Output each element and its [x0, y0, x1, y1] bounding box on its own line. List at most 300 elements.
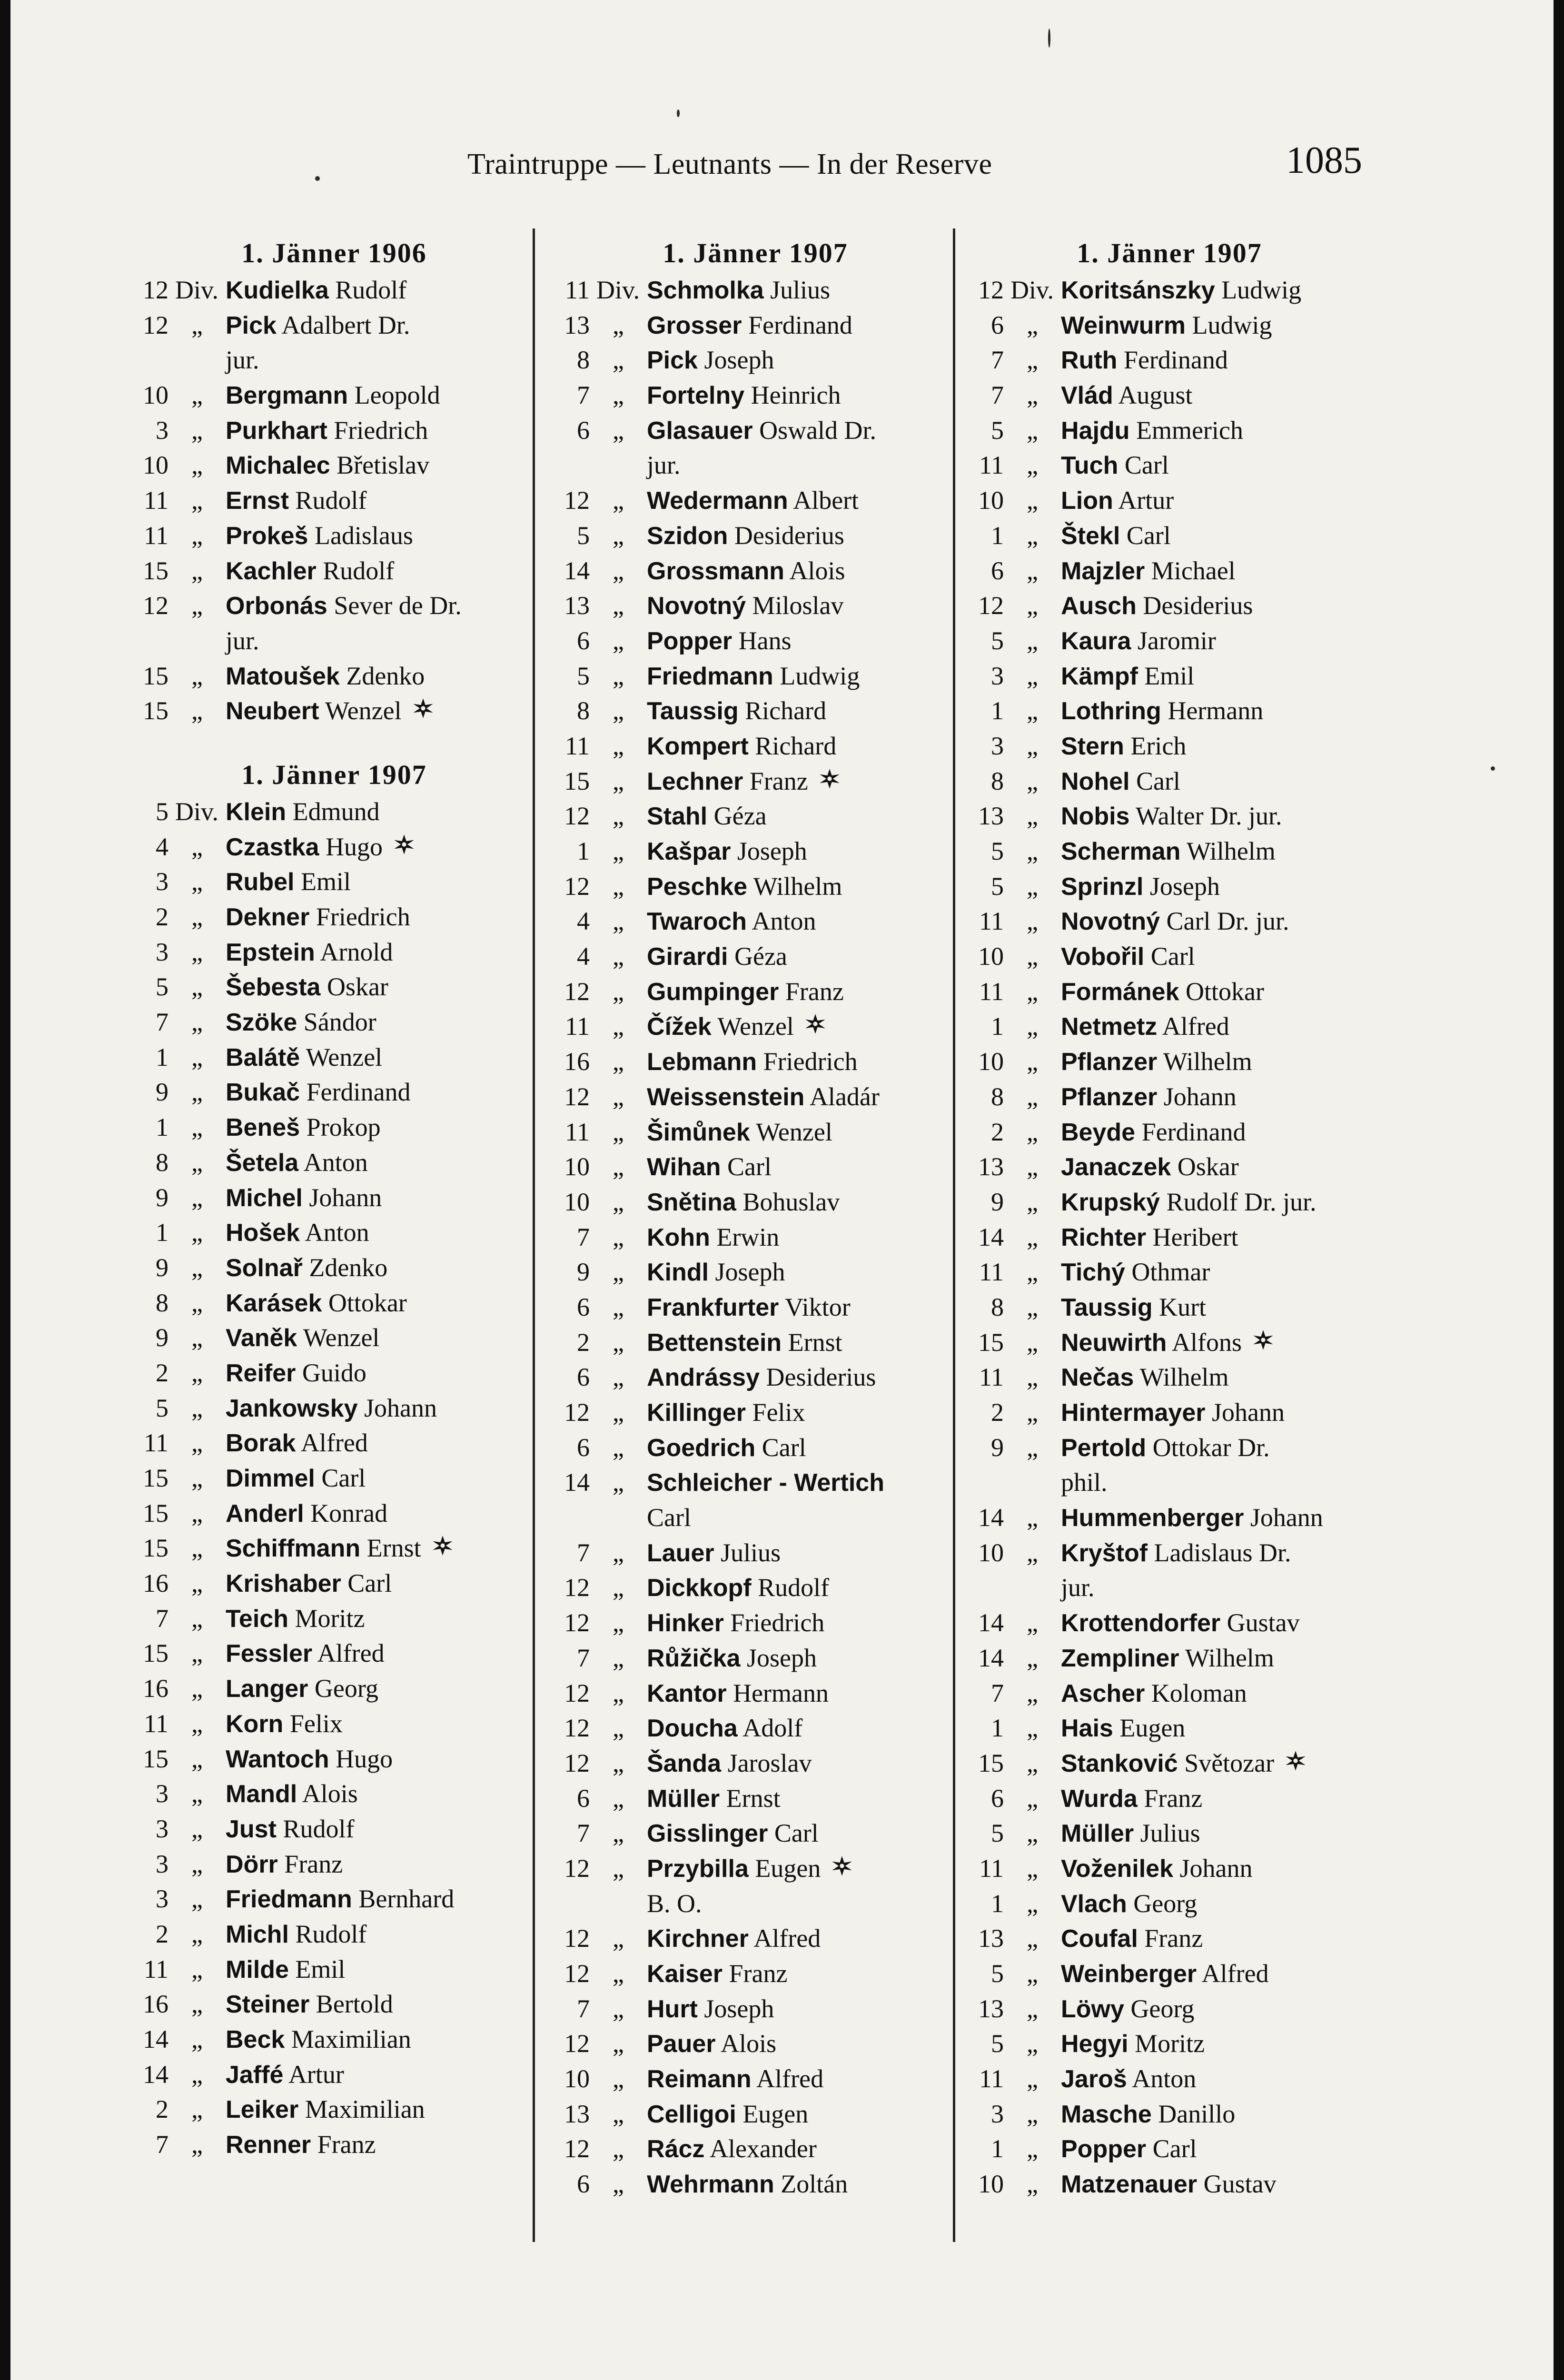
given-name: Alexander — [709, 2134, 817, 2163]
roster-entry — [546, 1851, 965, 1886]
regiment-number: 15 — [143, 1498, 168, 1527]
roster-entry — [125, 1145, 544, 1180]
given-name: Erich — [1130, 731, 1187, 760]
regiment-number: 7 — [577, 1994, 590, 2023]
ditto-mark: „ — [1027, 1117, 1038, 1146]
regiment-number: 12 — [564, 802, 590, 831]
ditto-mark: „ — [191, 1884, 203, 1914]
ditto-mark: „ — [613, 1433, 624, 1462]
cross-pattee-icon — [831, 1852, 853, 1887]
surname: Just — [226, 1815, 277, 1843]
ditto-mark: „ — [1027, 731, 1038, 760]
ditto-mark: „ — [191, 1428, 203, 1458]
roster-entry — [546, 694, 965, 729]
roster-entry — [960, 1150, 1379, 1185]
surname: Gisslinger — [647, 1820, 768, 1848]
roster-entry — [125, 970, 544, 1005]
roster-entry — [546, 1115, 965, 1150]
ditto-mark: „ — [613, 1538, 624, 1567]
ditto-mark: „ — [1027, 1012, 1038, 1041]
ditto-mark: „ — [1027, 1503, 1038, 1532]
regiment-number: 3 — [991, 2099, 1004, 2128]
roster-entry — [125, 1776, 544, 1812]
roster-entry — [546, 2097, 965, 2132]
ditto-mark: „ — [191, 1990, 203, 2019]
regiment-number: 11 — [979, 977, 1004, 1006]
given-name: Maximilian — [291, 2025, 411, 2053]
regiment-number: 9 — [156, 1253, 168, 1282]
regiment-number: 13 — [564, 591, 590, 620]
regiment-number: 13 — [978, 1924, 1004, 1953]
given-name: Oskar — [327, 972, 388, 1002]
roster-entry — [960, 694, 1379, 729]
given-name: Moritz — [295, 1604, 365, 1633]
regiment-number: 2 — [577, 1328, 590, 1357]
regiment-number: 9 — [577, 1258, 590, 1287]
given-name: Alfred — [300, 1428, 368, 1458]
surname: Pflanzer — [1061, 1048, 1158, 1076]
ditto-mark: „ — [1027, 661, 1038, 690]
ditto-mark: „ — [191, 937, 203, 966]
surname: Lion — [1061, 487, 1113, 515]
surname: Stern — [1061, 732, 1124, 760]
surname: Mandl — [226, 1780, 297, 1808]
roster-entry — [960, 273, 1379, 308]
given-name: Alois — [302, 1779, 358, 1808]
surname: Orbonás — [226, 592, 327, 620]
given-name: Johann — [1211, 1398, 1285, 1427]
surname: Andrássy — [647, 1364, 760, 1392]
regiment-number: 11 — [979, 907, 1004, 936]
given-name: Michael — [1151, 556, 1236, 585]
surname: Šanda — [647, 1749, 722, 1777]
given-name: Hugo — [336, 1744, 393, 1773]
ditto-mark: „ — [191, 591, 203, 620]
roster-entry — [125, 1847, 544, 1882]
surname: Matoušek — [226, 662, 340, 690]
ditto-mark: „ — [613, 1608, 624, 1637]
roster-entry — [125, 794, 544, 830]
roster-entry — [125, 413, 544, 448]
ditto-mark: „ — [613, 626, 624, 655]
ditto-mark: „ — [613, 1678, 624, 1707]
given-name: Wilhelm — [1186, 837, 1276, 865]
regiment-number: 8 — [991, 766, 1004, 795]
surname: Czastka — [226, 833, 319, 861]
regiment-number: 7 — [991, 1678, 1004, 1707]
roster-entry — [960, 2097, 1379, 2132]
given-name: Johann — [1250, 1503, 1323, 1532]
scan-border-right — [1554, 0, 1564, 2380]
given-name: Ernst — [788, 1328, 842, 1357]
ditto-mark: „ — [1027, 1608, 1038, 1637]
ditto-mark: „ — [191, 1498, 203, 1527]
ditto-mark: „ — [613, 521, 624, 550]
regiment-number: 7 — [991, 346, 1004, 375]
given-name: Albert — [793, 486, 859, 515]
regiment-number: 11 — [979, 451, 1004, 480]
roster-entry — [546, 1185, 965, 1220]
ditto-mark: „ — [191, 1604, 203, 1633]
surname: Teich — [226, 1605, 288, 1633]
regiment-number: 16 — [143, 1569, 168, 1598]
surname: Růžička — [647, 1644, 741, 1672]
surname: Novotný — [647, 592, 746, 620]
roster-entry — [125, 900, 544, 935]
roster-entry — [125, 1180, 544, 1216]
regiment-number: 14 — [143, 2025, 168, 2053]
given-name: Leopold — [354, 381, 440, 410]
given-name: Anton — [1132, 2064, 1197, 2093]
roster-entry — [960, 413, 1379, 448]
roster-entry — [125, 1110, 544, 1145]
regiment-number: 12 — [978, 276, 1004, 304]
surname: Weinberger — [1061, 1960, 1197, 1988]
surname: Löwy — [1061, 1995, 1124, 2023]
roster-entry — [960, 1711, 1379, 1746]
given-name: Carl — [1136, 766, 1180, 795]
ditto-mark: „ — [1027, 1538, 1038, 1567]
surname: Beck — [226, 2026, 285, 2053]
ditto-mark: „ — [613, 1643, 624, 1672]
roster-entry — [125, 1812, 544, 1847]
ditto-mark: „ — [191, 972, 203, 1002]
ditto-mark: „ — [1027, 1678, 1038, 1707]
roster-entry — [125, 1005, 544, 1040]
given-name: Gustav — [1203, 2170, 1277, 2199]
ditto-mark: „ — [613, 346, 624, 375]
given-name: Richard — [745, 696, 827, 725]
regiment-number: 1 — [156, 1113, 168, 1142]
roster-entry — [125, 1215, 544, 1250]
given-name: Alois — [789, 556, 845, 585]
regiment-number: 9 — [156, 1078, 168, 1107]
ditto-mark: „ — [613, 1082, 624, 1111]
surname: Kirchner — [647, 1925, 749, 1953]
regiment-number: 12 — [564, 1714, 590, 1743]
regiment-number: 5 — [991, 837, 1004, 865]
regiment-number: 3 — [156, 416, 168, 445]
given-name: Joseph — [1149, 872, 1220, 901]
regiment-number: 1 — [991, 1889, 1004, 1918]
surname: Nečas — [1061, 1364, 1134, 1392]
ditto-mark: „ — [1027, 942, 1038, 971]
given-name: Carl — [347, 1569, 392, 1598]
roster-entry — [960, 624, 1379, 659]
section-heading: 1. Jänner 1907 — [1077, 238, 1262, 268]
given-name: Desiderius — [1143, 591, 1253, 620]
regiment-number: 6 — [577, 1292, 590, 1321]
surname: Kämpf — [1061, 662, 1138, 690]
surname: Milde — [226, 1955, 289, 1983]
regiment-number: 5 — [991, 2029, 1004, 2058]
given-name: Prokop — [306, 1113, 381, 1142]
ditto-mark: „ — [613, 1959, 624, 1988]
roster-entry — [546, 1956, 965, 1992]
ditto-mark: „ — [191, 1288, 203, 1317]
given-name: Ferdinand — [1123, 346, 1228, 375]
roster-entry — [546, 1570, 965, 1606]
given-name: Joseph — [715, 1258, 785, 1287]
ditto-mark: „ — [1027, 1152, 1038, 1181]
given-name: Georg — [314, 1674, 378, 1703]
ditto-mark: „ — [1027, 1328, 1038, 1357]
surname: Beyde — [1061, 1118, 1136, 1146]
given-name: August — [1118, 381, 1193, 410]
regiment-number: 7 — [156, 1008, 168, 1037]
surname: Lauer — [647, 1539, 714, 1567]
ditto-mark: „ — [1027, 1854, 1038, 1883]
given-name: Maximilian — [305, 2095, 425, 2124]
given-name: Alfred — [753, 1924, 821, 1953]
surname: Vobořil — [1061, 943, 1145, 971]
given-name: Rudolf — [323, 556, 395, 585]
regiment-number: 15 — [143, 696, 168, 725]
regiment-number: 4 — [156, 832, 168, 861]
ditto-mark: „ — [191, 902, 203, 931]
given-name: Joseph — [737, 837, 807, 865]
ditto-mark: „ — [191, 1919, 203, 1948]
regiment-number: 8 — [156, 1148, 168, 1177]
roster-entry — [125, 308, 544, 343]
surname: Wihan — [647, 1153, 721, 1181]
ditto-mark: „ — [191, 1674, 203, 1703]
given-name: Johann — [309, 1183, 382, 1212]
given-name: Alfred — [756, 2064, 824, 2093]
roster-entry — [960, 2062, 1379, 2097]
given-name: Ferdinand — [1141, 1117, 1246, 1146]
surname: Hummenberger — [1061, 1504, 1244, 1532]
surname: Krottendorfer — [1061, 1609, 1221, 1637]
roster-column-1 — [125, 236, 544, 2162]
surname: Nohel — [1061, 767, 1130, 795]
given-name: Rudolf — [335, 276, 407, 304]
given-name: Sándor — [303, 1008, 376, 1037]
ditto-mark: „ — [1027, 837, 1038, 865]
ditto-mark: „ — [1027, 1292, 1038, 1321]
given-name: Desiderius — [734, 521, 844, 550]
given-name: Hans — [738, 626, 792, 655]
surname: Doucha — [647, 1715, 738, 1743]
entry-continuation — [125, 343, 544, 378]
ditto-mark: „ — [613, 1784, 624, 1813]
roster-entry — [546, 764, 965, 799]
roster-entry — [960, 1816, 1379, 1851]
given-name: Carl — [774, 1819, 819, 1848]
regiment-number: 5 — [991, 1959, 1004, 1988]
roster-entry — [546, 343, 965, 378]
surname: Grosser — [647, 311, 742, 339]
given-name: Konrad — [310, 1498, 388, 1527]
surname: Lothring — [1061, 697, 1161, 725]
surname: Janaczek — [1061, 1153, 1171, 1181]
regiment-number: 12 — [564, 977, 590, 1006]
roster-entry — [960, 1360, 1379, 1395]
entry-continuation — [960, 1570, 1379, 1606]
ditto-mark: „ — [1027, 1784, 1038, 1813]
ditto-mark: „ — [191, 2130, 203, 2159]
ditto-mark: „ — [1027, 2134, 1038, 2163]
roster-entry — [546, 834, 965, 869]
surname: Bukač — [226, 1079, 300, 1107]
given-name: Emil — [300, 867, 351, 896]
regiment-number: 5 — [156, 1393, 168, 1422]
given-name: phil. — [1061, 1468, 1108, 1497]
ditto-mark: „ — [191, 832, 203, 861]
roster-entry — [125, 864, 544, 900]
given-name: Wenzel — [306, 1042, 383, 1071]
given-name: Artur — [288, 2060, 344, 2089]
regiment-number: 16 — [564, 1047, 590, 1076]
roster-entry — [960, 1851, 1379, 1886]
ditto-mark: „ — [1027, 1819, 1038, 1848]
ditto-mark: „ — [613, 591, 624, 620]
ditto-mark: „ — [191, 1954, 203, 1983]
surname: Fortelny — [647, 382, 745, 410]
ditto-mark: „ — [191, 1113, 203, 1142]
ditto-mark: „ — [1027, 1924, 1038, 1953]
surname: Hintermayer — [1061, 1399, 1206, 1427]
ditto-mark: „ — [191, 661, 203, 690]
regiment-number: 12 — [564, 1573, 590, 1602]
ditto-mark: „ — [191, 2060, 203, 2089]
surname: Pick — [647, 347, 698, 375]
roster-entry — [546, 273, 965, 308]
scan-speck — [315, 176, 320, 181]
surname: Frankfurter — [647, 1293, 779, 1321]
regiment-number: 12 — [978, 591, 1004, 620]
given-name: Alfred — [1201, 1959, 1269, 1988]
regiment-number: 15 — [143, 1534, 168, 1563]
regiment-number: 9 — [991, 1433, 1004, 1462]
regiment-number: 11 — [565, 1012, 590, 1041]
given-name: Wilhelm — [1139, 1363, 1229, 1392]
regiment-number: 5 — [156, 972, 168, 1002]
roster-entry — [125, 1566, 544, 1601]
ditto-mark: „ — [1027, 1889, 1038, 1918]
given-name: Carl — [1126, 521, 1171, 550]
given-name: Julius — [770, 276, 831, 304]
given-name: Johann — [1163, 1082, 1237, 1111]
ditto-mark: „ — [613, 1117, 624, 1146]
surname: Pick — [226, 311, 277, 339]
division-label: Div. — [596, 276, 640, 304]
given-name: Carl — [727, 1152, 772, 1181]
surname: Taussig — [1061, 1293, 1153, 1321]
regiment-number: 12 — [564, 1959, 590, 1988]
roster-entry — [960, 1080, 1379, 1115]
surname: Stanković — [1061, 1749, 1178, 1777]
surname: Wedermann — [647, 487, 788, 515]
given-name: Franz — [1144, 1784, 1203, 1813]
surname: Neubert — [226, 697, 319, 725]
roster-entry — [125, 1286, 544, 1321]
given-name: Emil — [295, 1954, 346, 1983]
given-name: Rudolf — [758, 1573, 830, 1602]
regiment-number: 8 — [156, 1288, 168, 1317]
ditto-mark: „ — [613, 2134, 624, 2163]
cross-pattee-icon — [412, 694, 434, 729]
regiment-number: 1 — [577, 837, 590, 865]
regiment-number: 6 — [577, 626, 590, 655]
surname: Matzenauer — [1061, 2171, 1198, 2199]
scan-speck — [1048, 29, 1050, 48]
surname: Kompert — [647, 732, 749, 760]
surname: Pflanzer — [1061, 1083, 1158, 1111]
ditto-mark: „ — [613, 766, 624, 795]
ditto-mark: „ — [191, 1008, 203, 1037]
ditto-mark: „ — [1027, 1258, 1038, 1287]
ditto-mark: „ — [191, 1464, 203, 1492]
given-name: Ottokar Dr. — [1152, 1433, 1270, 1462]
ditto-mark: „ — [613, 1854, 624, 1883]
given-name: Julius — [721, 1538, 781, 1567]
ditto-mark: „ — [1027, 591, 1038, 620]
given-name: Joseph — [747, 1643, 817, 1672]
surname: Korn — [226, 1710, 284, 1738]
ditto-mark: „ — [613, 1328, 624, 1357]
regiment-number: 14 — [978, 1608, 1004, 1637]
given-name: Eugen — [1119, 1714, 1186, 1743]
surname: Girardi — [647, 943, 728, 971]
ditto-mark: „ — [613, 2064, 624, 2093]
regiment-number: 6 — [991, 310, 1004, 339]
roster-entry — [125, 1496, 544, 1531]
roster-entry — [125, 1987, 544, 2022]
roster-entry — [546, 1430, 965, 1466]
ditto-mark: „ — [613, 1152, 624, 1181]
given-name: Othmar — [1131, 1258, 1210, 1287]
ditto-mark: „ — [613, 2170, 624, 2199]
surname: Michalec — [226, 452, 330, 480]
ditto-mark: „ — [1027, 1643, 1038, 1672]
regiment-number: 1 — [156, 1042, 168, 1071]
given-name: Zdenko — [309, 1253, 388, 1282]
regiment-number: 11 — [565, 1117, 590, 1146]
ditto-mark: „ — [1027, 1082, 1038, 1111]
roster-entry — [125, 1356, 544, 1391]
given-name: Alfred — [1162, 1012, 1229, 1041]
given-name: Wilhelm — [1163, 1047, 1252, 1076]
surname: Müller — [1061, 1820, 1134, 1848]
roster-entry — [125, 1636, 544, 1671]
regiment-number: 13 — [564, 2099, 590, 2128]
roster-entry — [960, 974, 1379, 1010]
ditto-mark: „ — [1027, 2170, 1038, 2199]
regiment-number: 1 — [991, 1012, 1004, 1041]
roster-entry — [960, 1115, 1379, 1150]
section-heading: 1. Jänner 1907 — [241, 759, 427, 790]
ditto-mark: „ — [1027, 521, 1038, 550]
regiment-number: 10 — [978, 942, 1004, 971]
regiment-number: 11 — [979, 1854, 1004, 1883]
regiment-number: 9 — [156, 1323, 168, 1352]
regiment-number: 16 — [143, 1990, 168, 2019]
regiment-number: 12 — [143, 276, 168, 304]
surname: Coufal — [1061, 1925, 1138, 1953]
roster-entry — [960, 2026, 1379, 2062]
roster-entry — [960, 1956, 1379, 1992]
regiment-number: 3 — [156, 1779, 168, 1808]
ditto-mark: „ — [191, 696, 203, 725]
given-name: Břetislav — [337, 451, 430, 480]
given-name: Franz — [317, 2130, 376, 2159]
roster-entry — [960, 1781, 1379, 1816]
surname: Kryštof — [1061, 1539, 1148, 1567]
given-name: Franz — [729, 1959, 788, 1988]
given-name: Carl — [647, 1503, 691, 1532]
regiment-number: 3 — [991, 731, 1004, 760]
